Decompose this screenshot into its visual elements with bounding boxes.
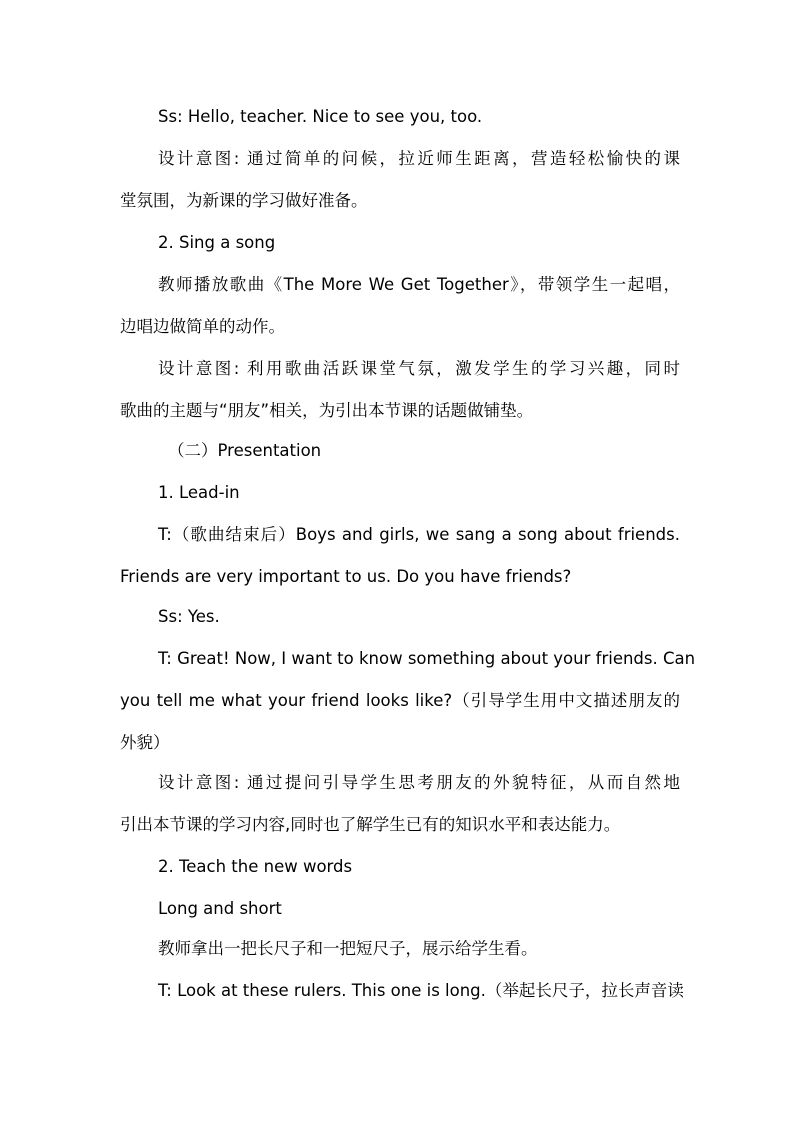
design-intent-paragraph: 设计意图: 通过简单的问候，拉近师生距离，营造轻松愉快的课	[158, 149, 680, 168]
design-intent-paragraph: 设计意图: 通过提问引导学生思考朋友的外貌特征，从而自然地	[158, 773, 680, 792]
subsection-heading: Long and short	[158, 899, 282, 918]
paragraph-continuation: Friends are very important to us. Do you have friends?	[120, 567, 572, 586]
paragraph-continuation: you tell me what your friend looks like?（引导学生用中文描述朋友的	[120, 691, 680, 710]
paragraph: 教师拿出一把长尺子和一把短尺子，展示给学生看。	[158, 939, 538, 958]
dialogue-line: T: Look at these rulers. This one is long.（举起长尺子，拉长声音读	[158, 981, 684, 1000]
dialogue-line: Ss: Hello, teacher. Nice to see you, too.	[158, 107, 483, 126]
dialogue-line: T:（歌曲结束后）Boys and girls, we sang a song about friends.	[158, 525, 680, 544]
paragraph: 教师播放歌曲《The More We Get Together》，带领学生一起唱，	[158, 275, 680, 294]
paragraph-continuation: 歌曲的主题与“朋友”相关，为引出本节课的话题做铺垫。	[120, 401, 534, 420]
paragraph-continuation: 外貌）	[120, 733, 170, 752]
paragraph-continuation: 引出本节课的学习内容,同时也了解学生已有的知识水平和表达能力。	[120, 815, 621, 834]
section-heading: 2. Sing a song	[158, 233, 276, 252]
section-heading: 2. Teach the new words	[158, 857, 353, 876]
dialogue-line: Ss: Yes.	[158, 607, 220, 626]
paragraph-continuation: 堂氛围，为新课的学习做好准备。	[120, 191, 368, 210]
paragraph-continuation: 边唱边做简单的动作。	[120, 317, 285, 336]
dialogue-line: T: Great! Now, I want to know something about your friends. Can	[158, 649, 696, 668]
part-heading: （二）Presentation	[168, 441, 322, 460]
design-intent-paragraph: 设计意图: 利用歌曲活跃课堂气氛，激发学生的学习兴趣，同时	[158, 359, 680, 378]
section-heading: 1. Lead-in	[158, 483, 240, 502]
